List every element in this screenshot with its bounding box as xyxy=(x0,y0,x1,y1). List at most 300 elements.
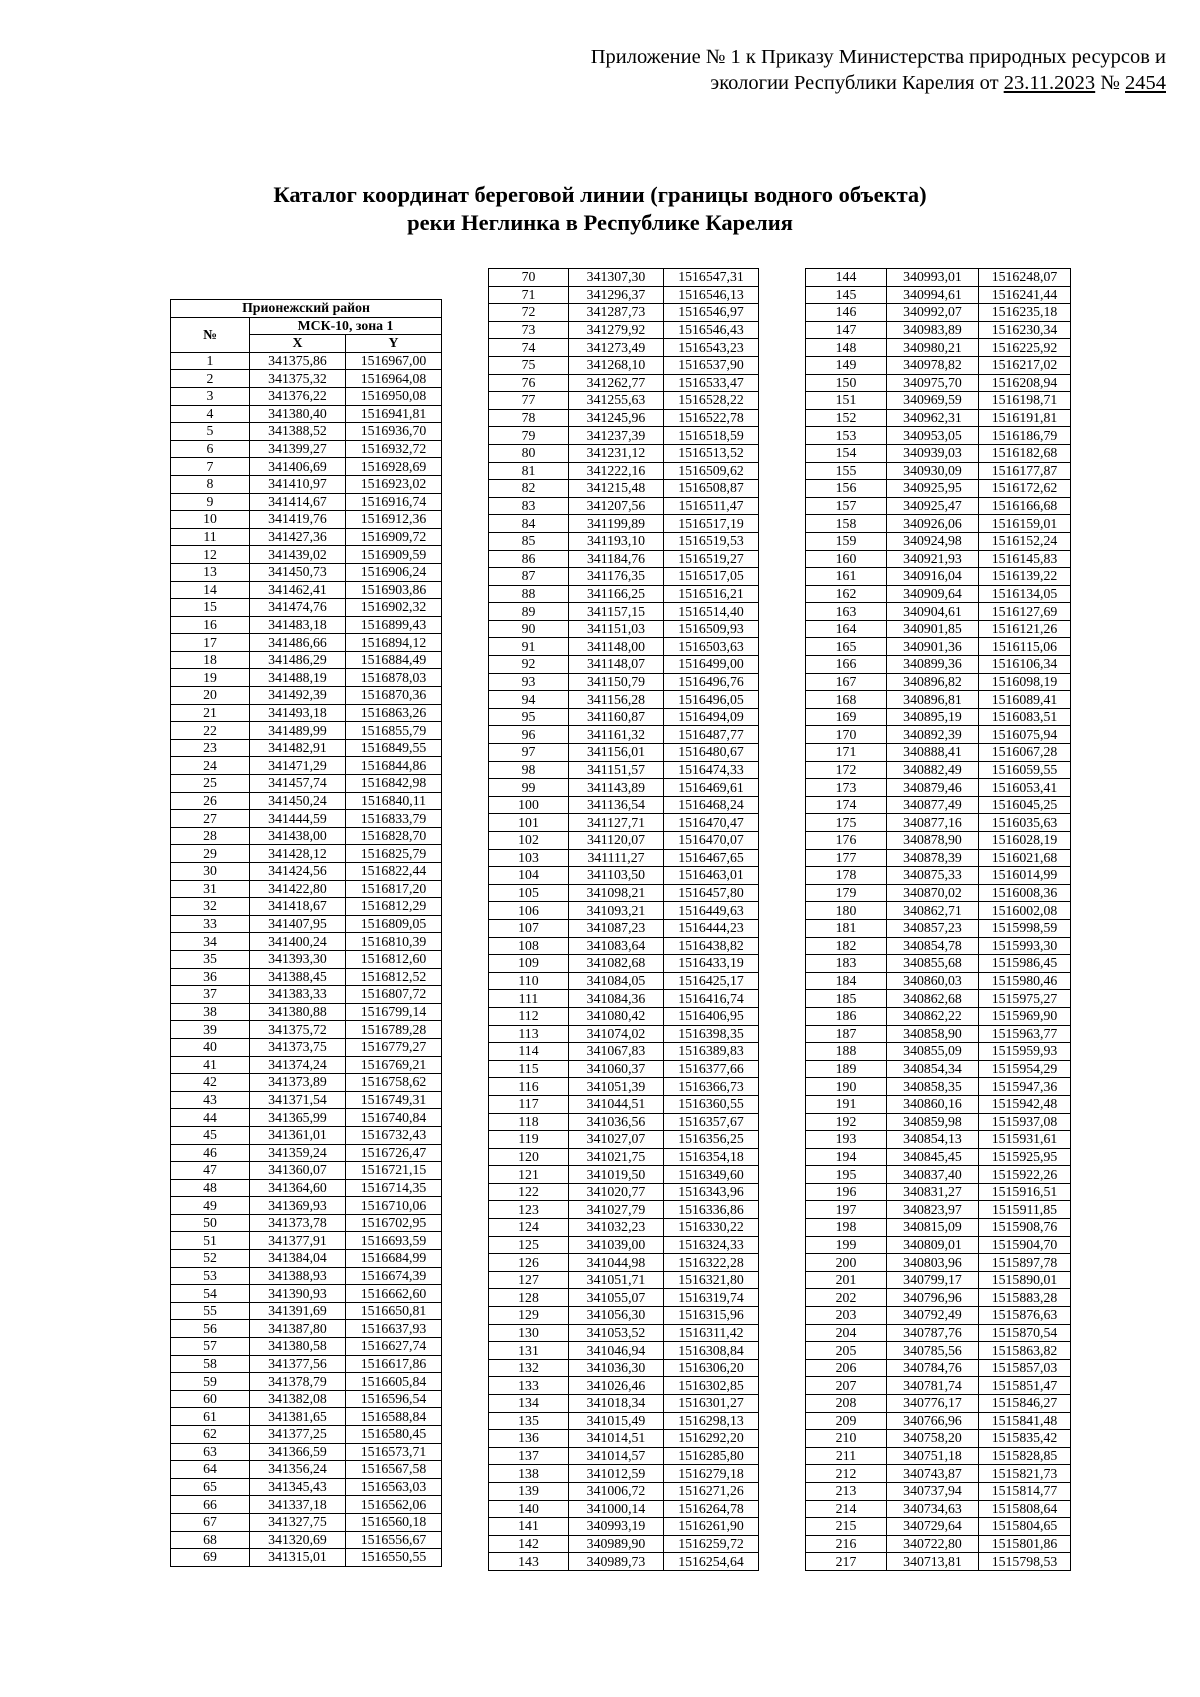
table-row xyxy=(806,550,1071,568)
table-row xyxy=(489,1043,759,1061)
x-coordinate: 341365,99 xyxy=(250,1109,346,1127)
y-coordinate: 1516516,21 xyxy=(664,585,759,603)
point-number: 105 xyxy=(489,884,569,902)
table-row xyxy=(806,902,1071,920)
point-number: 200 xyxy=(806,1254,887,1272)
x-coordinate: 341373,89 xyxy=(250,1074,346,1092)
x-coordinate: 340895,19 xyxy=(887,708,979,726)
point-number: 14 xyxy=(171,581,250,599)
point-number: 126 xyxy=(489,1254,569,1272)
x-coordinate: 340799,17 xyxy=(887,1271,979,1289)
y-coordinate: 1516519,53 xyxy=(664,532,759,550)
y-coordinate: 1515801,86 xyxy=(979,1535,1071,1553)
point-number: 122 xyxy=(489,1183,569,1201)
y-coordinate: 1516121,26 xyxy=(979,620,1071,638)
table-row xyxy=(171,739,442,757)
x-coordinate: 341380,40 xyxy=(250,405,346,423)
x-coordinate: 340855,68 xyxy=(887,955,979,973)
table-row xyxy=(489,744,759,762)
point-number: 88 xyxy=(489,585,569,603)
point-number: 196 xyxy=(806,1183,887,1201)
y-coordinate: 1516366,73 xyxy=(664,1078,759,1096)
x-coordinate: 340899,36 xyxy=(887,656,979,674)
point-number: 26 xyxy=(171,792,250,810)
y-coordinate: 1515814,77 xyxy=(979,1482,1071,1500)
table-row xyxy=(489,1131,759,1149)
table-row xyxy=(171,704,442,722)
x-coordinate: 341337,18 xyxy=(250,1496,346,1514)
table-row xyxy=(171,352,442,370)
x-coordinate: 341364,60 xyxy=(250,1179,346,1197)
point-number: 151 xyxy=(806,392,887,410)
point-number: 139 xyxy=(489,1482,569,1500)
x-coordinate: 340921,93 xyxy=(887,550,979,568)
point-number: 115 xyxy=(489,1060,569,1078)
x-coordinate: 341399,27 xyxy=(250,440,346,458)
x-coordinate: 341377,56 xyxy=(250,1355,346,1373)
table-row xyxy=(171,1021,442,1039)
y-coordinate: 1516225,92 xyxy=(979,339,1071,357)
x-coordinate: 341087,23 xyxy=(569,919,664,937)
y-coordinate: 1516322,28 xyxy=(664,1254,759,1272)
x-coordinate: 341486,66 xyxy=(250,634,346,652)
x-coordinate: 340758,20 xyxy=(887,1430,979,1448)
y-coordinate: 1515980,46 xyxy=(979,972,1071,990)
table-row xyxy=(489,1518,759,1536)
table-row xyxy=(171,1144,442,1162)
y-coordinate: 1516519,27 xyxy=(664,550,759,568)
x-coordinate: 341373,75 xyxy=(250,1038,346,1056)
y-coordinate: 1516543,23 xyxy=(664,339,759,357)
y-coordinate: 1516075,94 xyxy=(979,726,1071,744)
point-number: 57 xyxy=(171,1338,250,1356)
point-number: 132 xyxy=(489,1359,569,1377)
x-coordinate: 341384,04 xyxy=(250,1250,346,1268)
y-coordinate: 1516259,72 xyxy=(664,1535,759,1553)
x-coordinate: 340743,87 xyxy=(887,1465,979,1483)
table-row xyxy=(171,1214,442,1232)
table-row xyxy=(489,1113,759,1131)
y-coordinate: 1516474,33 xyxy=(664,761,759,779)
x-coordinate: 340729,64 xyxy=(887,1518,979,1536)
point-number: 160 xyxy=(806,550,887,568)
table-row xyxy=(489,849,759,867)
point-number: 179 xyxy=(806,884,887,902)
table-row xyxy=(489,620,759,638)
order-date: 23.11.2023 xyxy=(1003,72,1096,94)
y-coordinate: 1516292,20 xyxy=(664,1430,759,1448)
table-row xyxy=(806,374,1071,392)
y-coordinate: 1516503,63 xyxy=(664,638,759,656)
y-coordinate: 1516139,22 xyxy=(979,568,1071,586)
table-row xyxy=(489,1535,759,1553)
point-number: 16 xyxy=(171,616,250,634)
x-coordinate: 341474,76 xyxy=(250,599,346,617)
point-number: 209 xyxy=(806,1412,887,1430)
y-coordinate: 1516496,76 xyxy=(664,673,759,691)
point-number: 48 xyxy=(171,1179,250,1197)
point-number: 153 xyxy=(806,427,887,445)
table-row xyxy=(806,972,1071,990)
table-row xyxy=(806,286,1071,304)
table-row xyxy=(806,1500,1071,1518)
point-number: 117 xyxy=(489,1095,569,1113)
y-coordinate: 1516550,55 xyxy=(346,1549,442,1567)
x-coordinate: 341369,93 xyxy=(250,1197,346,1215)
document-header xyxy=(591,44,1166,96)
y-coordinate: 1516377,66 xyxy=(664,1060,759,1078)
x-coordinate: 341027,07 xyxy=(569,1131,664,1149)
table-row xyxy=(171,1285,442,1303)
x-coordinate: 341393,30 xyxy=(250,950,346,968)
y-coordinate: 1516863,26 xyxy=(346,704,442,722)
point-number: 108 xyxy=(489,937,569,955)
y-coordinate: 1516444,23 xyxy=(664,919,759,937)
coordinates-table-3 xyxy=(805,268,1071,1571)
x-coordinate: 340901,36 xyxy=(887,638,979,656)
table-row xyxy=(171,599,442,617)
y-coordinate: 1515916,51 xyxy=(979,1183,1071,1201)
point-number: 205 xyxy=(806,1342,887,1360)
y-coordinate: 1516909,72 xyxy=(346,528,442,546)
y-coordinate: 1516045,25 xyxy=(979,796,1071,814)
table-row xyxy=(171,757,442,775)
x-coordinate: 341444,59 xyxy=(250,810,346,828)
x-coordinate: 340831,27 xyxy=(887,1183,979,1201)
table-row xyxy=(806,1007,1071,1025)
y-coordinate: 1516343,96 xyxy=(664,1183,759,1201)
point-number: 50 xyxy=(171,1214,250,1232)
y-coordinate: 1516248,07 xyxy=(979,269,1071,287)
x-coordinate: 340962,31 xyxy=(887,409,979,427)
x-coordinate: 341471,29 xyxy=(250,757,346,775)
y-coordinate: 1515998,59 xyxy=(979,919,1071,937)
table-row xyxy=(171,1531,442,1549)
table-row xyxy=(806,568,1071,586)
y-coordinate: 1515925,95 xyxy=(979,1148,1071,1166)
y-coordinate: 1515969,90 xyxy=(979,1007,1071,1025)
x-coordinate: 341176,35 xyxy=(569,568,664,586)
y-coordinate: 1516517,05 xyxy=(664,568,759,586)
x-coordinate: 341374,24 xyxy=(250,1056,346,1074)
point-number: 45 xyxy=(171,1126,250,1144)
point-number: 152 xyxy=(806,409,887,427)
table-row xyxy=(806,1553,1071,1571)
y-coordinate: 1516098,19 xyxy=(979,673,1071,691)
point-number: 17 xyxy=(171,634,250,652)
x-coordinate: 341207,56 xyxy=(569,497,664,515)
table-row xyxy=(489,814,759,832)
y-coordinate: 1515931,61 xyxy=(979,1131,1071,1149)
point-number: 211 xyxy=(806,1447,887,1465)
table-row xyxy=(489,708,759,726)
x-coordinate: 341486,29 xyxy=(250,651,346,669)
x-coordinate: 340854,78 xyxy=(887,937,979,955)
y-coordinate: 1515821,73 xyxy=(979,1465,1071,1483)
point-number: 199 xyxy=(806,1236,887,1254)
point-number: 173 xyxy=(806,779,887,797)
point-number: 128 xyxy=(489,1289,569,1307)
x-coordinate: 341262,77 xyxy=(569,374,664,392)
x-coordinate: 341296,37 xyxy=(569,286,664,304)
y-coordinate: 1516217,02 xyxy=(979,356,1071,374)
point-number: 61 xyxy=(171,1408,250,1426)
x-coordinate: 341391,69 xyxy=(250,1302,346,1320)
point-number: 96 xyxy=(489,726,569,744)
y-coordinate: 1516360,55 xyxy=(664,1095,759,1113)
table-row xyxy=(806,1412,1071,1430)
point-number: 34 xyxy=(171,933,250,951)
table-row xyxy=(171,423,442,441)
point-number: 13 xyxy=(171,563,250,581)
point-number: 24 xyxy=(171,757,250,775)
x-coordinate: 341014,57 xyxy=(569,1447,664,1465)
y-coordinate: 1516822,44 xyxy=(346,863,442,881)
point-number: 40 xyxy=(171,1038,250,1056)
y-coordinate: 1516870,36 xyxy=(346,687,442,705)
coordinate-system-header: МСК-10, зона 1 xyxy=(250,317,442,335)
x-coordinate: 341414,67 xyxy=(250,493,346,511)
point-number: 189 xyxy=(806,1060,887,1078)
point-number: 146 xyxy=(806,304,887,322)
y-coordinate: 1516941,81 xyxy=(346,405,442,423)
y-coordinate: 1516470,47 xyxy=(664,814,759,832)
point-number: 165 xyxy=(806,638,887,656)
y-coordinate: 1516306,20 xyxy=(664,1359,759,1377)
x-coordinate: 341027,79 xyxy=(569,1201,664,1219)
x-coordinate: 341160,87 xyxy=(569,708,664,726)
point-number: 145 xyxy=(806,286,887,304)
order-number: 2454 xyxy=(1125,72,1166,94)
x-coordinate: 340939,03 xyxy=(887,444,979,462)
point-number: 32 xyxy=(171,898,250,916)
x-coordinate: 341150,79 xyxy=(569,673,664,691)
table-row xyxy=(489,1148,759,1166)
y-coordinate: 1515846,27 xyxy=(979,1395,1071,1413)
point-number: 186 xyxy=(806,1007,887,1025)
coordinates-table-2 xyxy=(488,268,759,1571)
y-coordinate: 1516528,22 xyxy=(664,392,759,410)
x-coordinate: 340878,90 xyxy=(887,832,979,850)
point-number: 104 xyxy=(489,867,569,885)
table-row xyxy=(489,304,759,322)
table-row xyxy=(489,656,759,674)
x-coordinate: 341143,89 xyxy=(569,779,664,797)
x-coordinate: 341359,24 xyxy=(250,1144,346,1162)
table-row xyxy=(171,792,442,810)
x-coordinate: 341056,30 xyxy=(569,1307,664,1325)
point-number: 118 xyxy=(489,1113,569,1131)
point-number: 37 xyxy=(171,986,250,1004)
y-coordinate: 1516662,60 xyxy=(346,1285,442,1303)
x-coordinate: 341080,42 xyxy=(569,1007,664,1025)
point-number: 43 xyxy=(171,1091,250,1109)
table-row xyxy=(806,814,1071,832)
x-coordinate: 341093,21 xyxy=(569,902,664,920)
table-row xyxy=(806,1518,1071,1536)
table-row xyxy=(171,863,442,881)
x-coordinate: 341222,16 xyxy=(569,462,664,480)
point-number: 12 xyxy=(171,546,250,564)
y-coordinate: 1516812,60 xyxy=(346,950,442,968)
x-coordinate: 341457,74 xyxy=(250,775,346,793)
x-coordinate: 340862,71 xyxy=(887,902,979,920)
point-number: 51 xyxy=(171,1232,250,1250)
x-coordinate: 340916,04 xyxy=(887,568,979,586)
y-coordinate: 1516508,87 xyxy=(664,480,759,498)
y-coordinate: 1516311,42 xyxy=(664,1324,759,1342)
x-coordinate: 341067,83 xyxy=(569,1043,664,1061)
table-row xyxy=(171,1197,442,1215)
y-coordinate: 1516354,18 xyxy=(664,1148,759,1166)
y-coordinate: 1515883,28 xyxy=(979,1289,1071,1307)
table-row xyxy=(171,968,442,986)
x-coordinate: 340877,16 xyxy=(887,814,979,832)
y-coordinate: 1516702,95 xyxy=(346,1214,442,1232)
table-row xyxy=(171,1003,442,1021)
table-row xyxy=(489,603,759,621)
point-number: 147 xyxy=(806,321,887,339)
table-row xyxy=(489,1359,759,1377)
point-number: 216 xyxy=(806,1535,887,1553)
table-row xyxy=(489,269,759,287)
table-row xyxy=(806,1131,1071,1149)
y-coordinate: 1516067,28 xyxy=(979,744,1071,762)
point-number: 190 xyxy=(806,1078,887,1096)
table-row xyxy=(806,1430,1071,1448)
x-coordinate: 341015,49 xyxy=(569,1412,664,1430)
x-coordinate: 341166,25 xyxy=(569,585,664,603)
x-coordinate: 341006,72 xyxy=(569,1482,664,1500)
x-coordinate: 340854,34 xyxy=(887,1060,979,1078)
x-coordinate: 340784,76 xyxy=(887,1359,979,1377)
x-coordinate: 341419,76 xyxy=(250,511,346,529)
y-coordinate: 1516059,55 xyxy=(979,761,1071,779)
point-number: 119 xyxy=(489,1131,569,1149)
y-coordinate: 1516230,34 xyxy=(979,321,1071,339)
point-number: 191 xyxy=(806,1095,887,1113)
x-coordinate: 340892,39 xyxy=(887,726,979,744)
table-row xyxy=(171,1320,442,1338)
x-coordinate: 340993,01 xyxy=(887,269,979,287)
table-row xyxy=(806,515,1071,533)
table-row xyxy=(489,1254,759,1272)
x-coordinate: 340837,40 xyxy=(887,1166,979,1184)
y-coordinate: 1516537,90 xyxy=(664,356,759,374)
table-row xyxy=(171,1496,442,1514)
point-number: 31 xyxy=(171,880,250,898)
point-number: 49 xyxy=(171,1197,250,1215)
x-coordinate: 341060,37 xyxy=(569,1060,664,1078)
table-row xyxy=(489,919,759,937)
table-row xyxy=(171,722,442,740)
y-coordinate: 1516177,87 xyxy=(979,462,1071,480)
table-row xyxy=(171,581,442,599)
table-row xyxy=(489,691,759,709)
point-number: 97 xyxy=(489,744,569,762)
y-coordinate: 1516198,71 xyxy=(979,392,1071,410)
table-row xyxy=(806,585,1071,603)
point-number: 168 xyxy=(806,691,887,709)
x-coordinate: 340776,17 xyxy=(887,1395,979,1413)
table-row xyxy=(171,511,442,529)
table-row xyxy=(489,1395,759,1413)
point-number: 107 xyxy=(489,919,569,937)
point-number: 35 xyxy=(171,950,250,968)
title-line-1: Каталог координат береговой линии (границы водного объекта) xyxy=(273,182,927,207)
table-row xyxy=(489,480,759,498)
table-row xyxy=(489,409,759,427)
table-row xyxy=(489,497,759,515)
x-coordinate: 341083,64 xyxy=(569,937,664,955)
x-coordinate: 340803,96 xyxy=(887,1254,979,1272)
point-number: 195 xyxy=(806,1166,887,1184)
table-row xyxy=(171,898,442,916)
x-coordinate: 340904,61 xyxy=(887,603,979,621)
point-number: 36 xyxy=(171,968,250,986)
point-number: 110 xyxy=(489,972,569,990)
point-number: 202 xyxy=(806,1289,887,1307)
table-row xyxy=(171,1126,442,1144)
y-coordinate: 1516089,41 xyxy=(979,691,1071,709)
x-coordinate: 340781,74 xyxy=(887,1377,979,1395)
y-coordinate: 1515841,48 xyxy=(979,1412,1071,1430)
y-coordinate: 1516546,43 xyxy=(664,321,759,339)
y-coordinate: 1516349,60 xyxy=(664,1166,759,1184)
point-number: 8 xyxy=(171,475,250,493)
point-number: 121 xyxy=(489,1166,569,1184)
y-coordinate: 1516496,05 xyxy=(664,691,759,709)
point-number: 175 xyxy=(806,814,887,832)
point-number: 10 xyxy=(171,511,250,529)
table-row xyxy=(489,884,759,902)
y-coordinate: 1516588,84 xyxy=(346,1408,442,1426)
table-row xyxy=(489,1201,759,1219)
x-coordinate: 341390,93 xyxy=(250,1285,346,1303)
point-number: 208 xyxy=(806,1395,887,1413)
x-coordinate: 341462,41 xyxy=(250,581,346,599)
point-number: 83 xyxy=(489,497,569,515)
y-coordinate: 1516467,65 xyxy=(664,849,759,867)
table-row xyxy=(806,849,1071,867)
x-coordinate: 341044,98 xyxy=(569,1254,664,1272)
y-coordinate: 1515828,85 xyxy=(979,1447,1071,1465)
y-coordinate: 1515863,82 xyxy=(979,1342,1071,1360)
table-row xyxy=(806,462,1071,480)
x-coordinate: 341021,75 xyxy=(569,1148,664,1166)
point-number: 46 xyxy=(171,1144,250,1162)
table-row xyxy=(489,1025,759,1043)
y-coordinate: 1516254,64 xyxy=(664,1553,759,1571)
y-coordinate: 1516923,02 xyxy=(346,475,442,493)
x-coordinate: 341410,97 xyxy=(250,475,346,493)
point-number: 213 xyxy=(806,1482,887,1500)
y-coordinate: 1515857,03 xyxy=(979,1359,1071,1377)
table-row xyxy=(489,1307,759,1325)
table-row xyxy=(171,563,442,581)
x-coordinate: 340859,98 xyxy=(887,1113,979,1131)
x-coordinate: 341082,68 xyxy=(569,955,664,973)
point-number: 27 xyxy=(171,810,250,828)
point-number: 114 xyxy=(489,1043,569,1061)
table-row xyxy=(806,1183,1071,1201)
point-number: 7 xyxy=(171,458,250,476)
number-column-header: № xyxy=(171,317,250,352)
y-coordinate: 1516145,83 xyxy=(979,550,1071,568)
x-coordinate: 341157,15 xyxy=(569,603,664,621)
x-coordinate: 340766,96 xyxy=(887,1412,979,1430)
y-coordinate: 1516650,81 xyxy=(346,1302,442,1320)
